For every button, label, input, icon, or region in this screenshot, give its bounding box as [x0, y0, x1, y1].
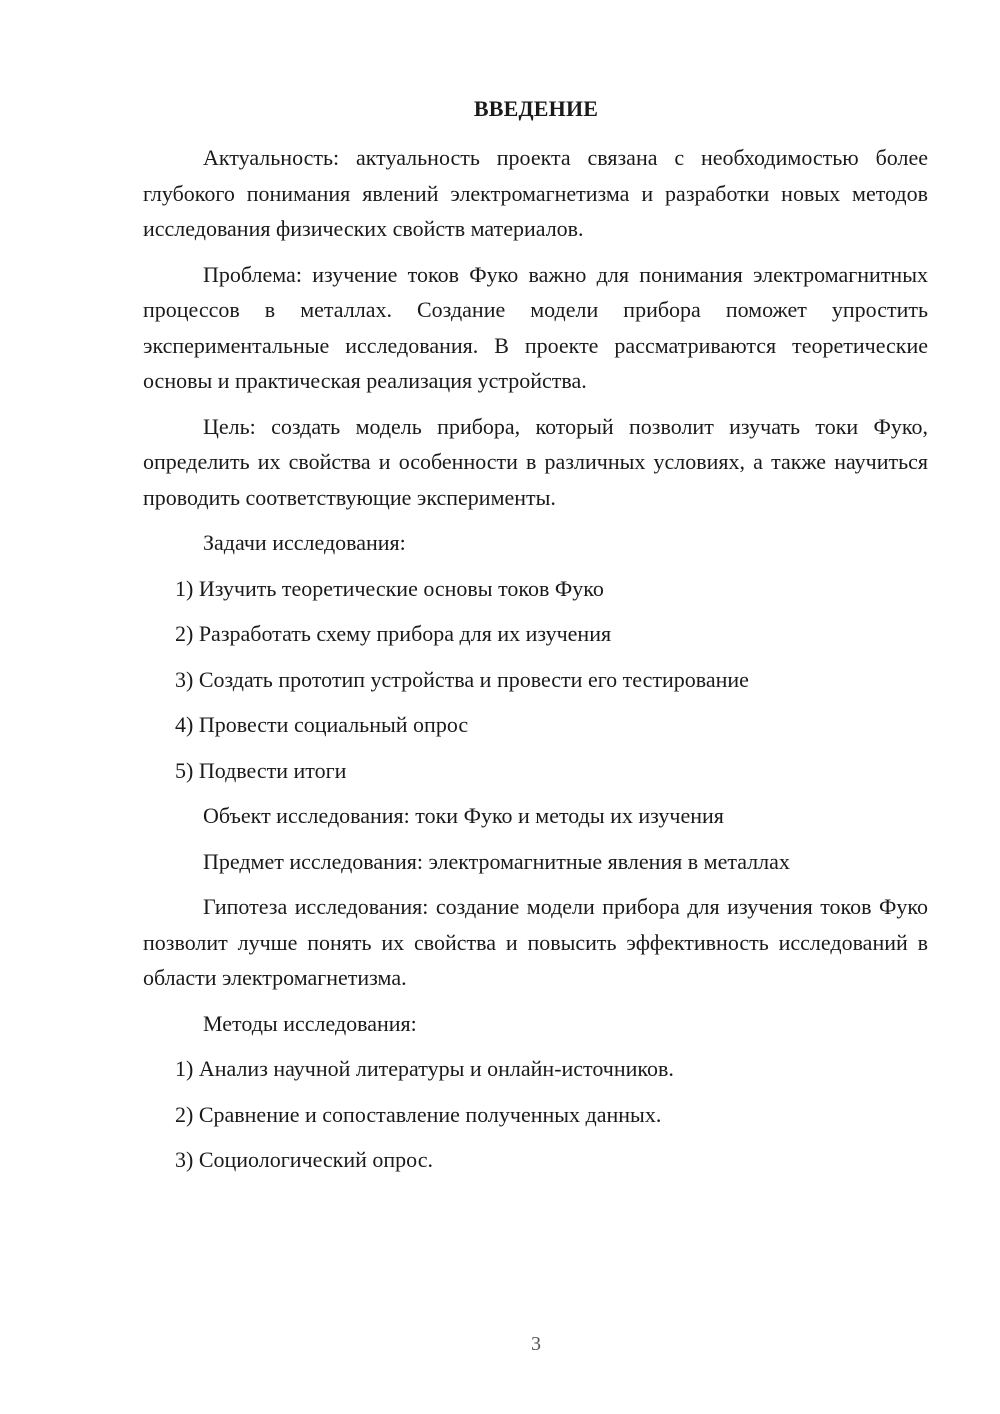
goal-paragraph: Цель: создать модель прибора, который позволит изучать токи Фуко, определить их свойства и особенности в различных условиях, а также научиться проводить соответствующие эксперименты. [143, 413, 928, 510]
section-title: ВВЕДЕНИЕ [473, 96, 599, 121]
list-item: 2) Разработать схему прибора для их изучения [175, 621, 612, 646]
actuality-paragraph: Актуальность: актуальность проекта связана с необходимостью более глубокого понимания явлений электромагнетизма и разработки новых методов исследования физических свойств материалов. [143, 145, 928, 241]
methods-heading: Методы исследования: [203, 1010, 417, 1036]
list-item: 5) Подвести итоги [175, 757, 347, 783]
list-item: 2) Сравнение и сопоставление полученных данных. [175, 1101, 662, 1127]
subject-paragraph: Предмет исследования: электромагнитные явления в металлах [203, 848, 790, 874]
methods-list [143, 1051, 928, 1178]
list-item: 3) Социологический опрос. [175, 1147, 433, 1172]
object-paragraph: Объект исследования: токи Фуко и методы их изучения [203, 803, 724, 828]
tasks-list [143, 571, 928, 789]
hypothesis-paragraph: Гипотеза исследования: создание модели прибора для изучения токов Фуко позволит лучше понять их свойства и повысить эффективность исследований в области электромагнетизма. [143, 894, 928, 990]
tasks-heading: Задачи исследования: [203, 530, 406, 555]
list-item: 1) Анализ научной литературы и онлайн-источников. [175, 1056, 674, 1081]
list-item: 1) Изучить теоретические основы токов Фуко [175, 575, 604, 601]
section-body [143, 140, 928, 1178]
page-number: 3 [531, 1333, 541, 1355]
problem-paragraph: Проблема: изучение токов Фуко важно для понимания электромагнитных процессов в металлах. Создание модели прибора поможет упростить экспериментальные исследования. В проекте рассматриваются теоретические основы и практическая реализация устройства. [143, 261, 928, 393]
list-item: 4) Провести социальный опрос [175, 712, 469, 737]
list-item: 3) Создать прототип устройства и провести его тестирование [175, 666, 749, 692]
